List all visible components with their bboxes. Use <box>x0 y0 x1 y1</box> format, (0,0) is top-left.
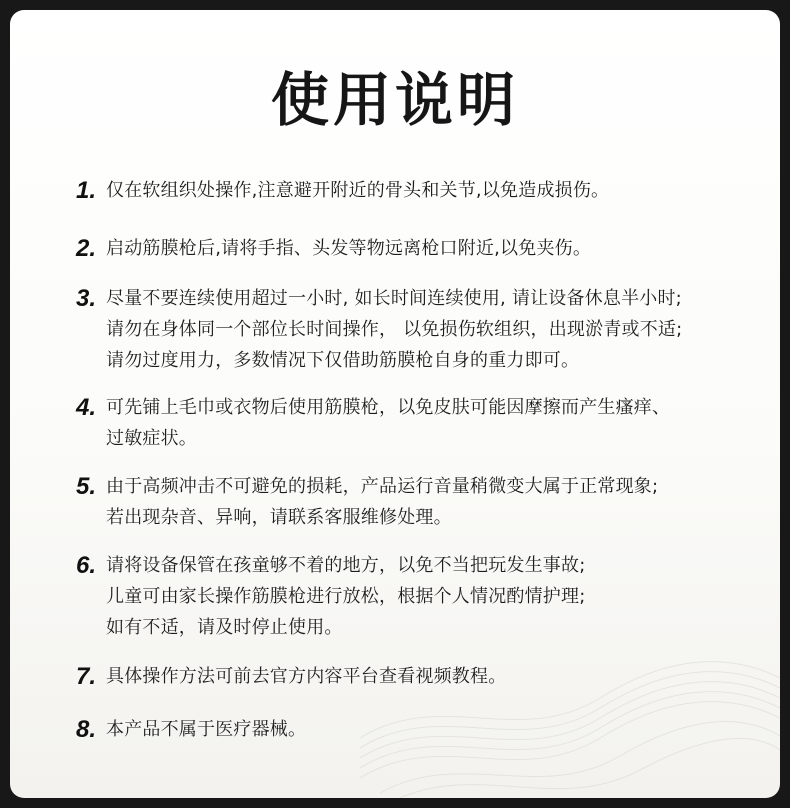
item-text: 仅在软组织处操作,注意避开附近的骨头和关节,以免造成损伤。 <box>106 180 610 201</box>
item-number: 3. <box>75 285 96 312</box>
item-number: 1. <box>75 177 96 204</box>
page-title: 使用说明 <box>270 66 519 134</box>
item-text: 由于高频冲击不可避免的损耗，产品运行音量稍微变大属于正常现象; <box>106 476 659 497</box>
item-number: 4. <box>75 394 96 421</box>
instructions-card <box>10 10 780 798</box>
item-text: 本产品不属于医疗器械。 <box>106 719 307 740</box>
item-number: 6. <box>75 552 96 579</box>
item-text: 如有不适，请及时停止使用。 <box>106 617 343 638</box>
item-text: 可先铺上毛巾或衣物后使用筋膜枪，以免皮肤可能因摩擦而产生瘙痒、 <box>106 397 671 418</box>
item-number: 2. <box>75 235 96 262</box>
item-text: 具体操作方法可前去官方内容平台查看视频教程。 <box>106 666 507 687</box>
instruction-list <box>10 10 780 798</box>
item-text: 尽量不要连续使用超过一小时, 如长时间连续使用, 请让设备休息半小时; <box>106 288 682 309</box>
item-number: 5. <box>75 473 96 500</box>
item-text: 请勿在身体同一个部位长时间操作， 以免损伤软组织，出现淤青或不适; <box>106 319 683 340</box>
item-text: 请勿过度用力，多数情况下仅借助筋膜枪自身的重力即可。 <box>106 350 580 371</box>
item-text: 过敏症状。 <box>106 428 197 449</box>
item-text: 若出现杂音、异响，请联系客服维修处理。 <box>106 507 452 528</box>
item-number: 8. <box>75 716 96 743</box>
item-text: 请将设备保管在孩童够不着的地方，以免不当把玩发生事故; <box>106 555 586 576</box>
item-number: 7. <box>75 663 96 690</box>
item-text: 启动筋膜枪后,请将手指、头发等物远离枪口附近,以免夹伤。 <box>106 238 592 259</box>
item-text: 儿童可由家长操作筋膜枪进行放松，根据个人情况酌情护理; <box>106 586 586 607</box>
